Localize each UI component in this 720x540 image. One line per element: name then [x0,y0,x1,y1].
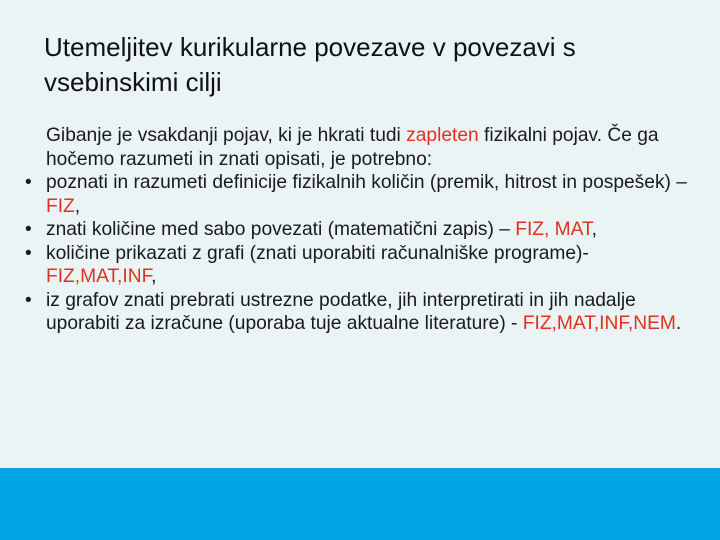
bullet-icon: • [25,172,32,193]
slide-title: Utemeljitev kurikularne povezave v povezavi s vsebinskimi cilji [44,32,576,97]
intro-text-start: Gibanje je vsakdanji pojav, ki je hkrati tudi [46,125,407,146]
bullet-item [25,171,696,218]
bullet-item [25,218,696,242]
bullet-text: iz grafov znati prebrati ustrezne podatke, jih interpretirati in jih nadalje uporabiti za izračune (uporaba tuje aktualne literature) - [46,289,636,334]
subject-tag: FIZ,MAT,INF,NEM [522,313,676,334]
footer-band [0,468,720,540]
intro-highlight: zapleten [406,125,479,146]
bullet-text: količine prikazati z grafi (znati uporabiti računalniške programe)- [46,242,589,264]
intro-paragraph [46,124,696,171]
subject-tag: FIZ [46,195,75,217]
bullet-punctuation: . [675,313,682,334]
bullet-list [25,171,696,336]
subject-tag: FIZ, MAT [515,219,592,240]
bullet-icon: • [25,219,32,240]
bullet-icon: • [25,242,32,264]
subject-tag: FIZ,MAT,INF [46,266,152,287]
bullet-text: znati količine med sabo povezati (matematični zapis) – [46,219,516,240]
intro-text-end: fizikalni pojav. Če ga hočemo razumeti in znati opisati, je potrebno: [46,125,659,170]
bullet-icon: • [25,289,32,311]
bullet-item [25,242,696,289]
bullet-item [25,289,696,336]
bullet-punctuation: , [74,195,81,217]
bullet-punctuation: , [151,266,157,287]
bullet-text: poznati in razumeti definicije fizikalnih količin (premik, hitrost in pospešek) – [46,172,687,193]
bullet-punctuation: , [591,219,597,240]
slide-content [25,124,696,336]
